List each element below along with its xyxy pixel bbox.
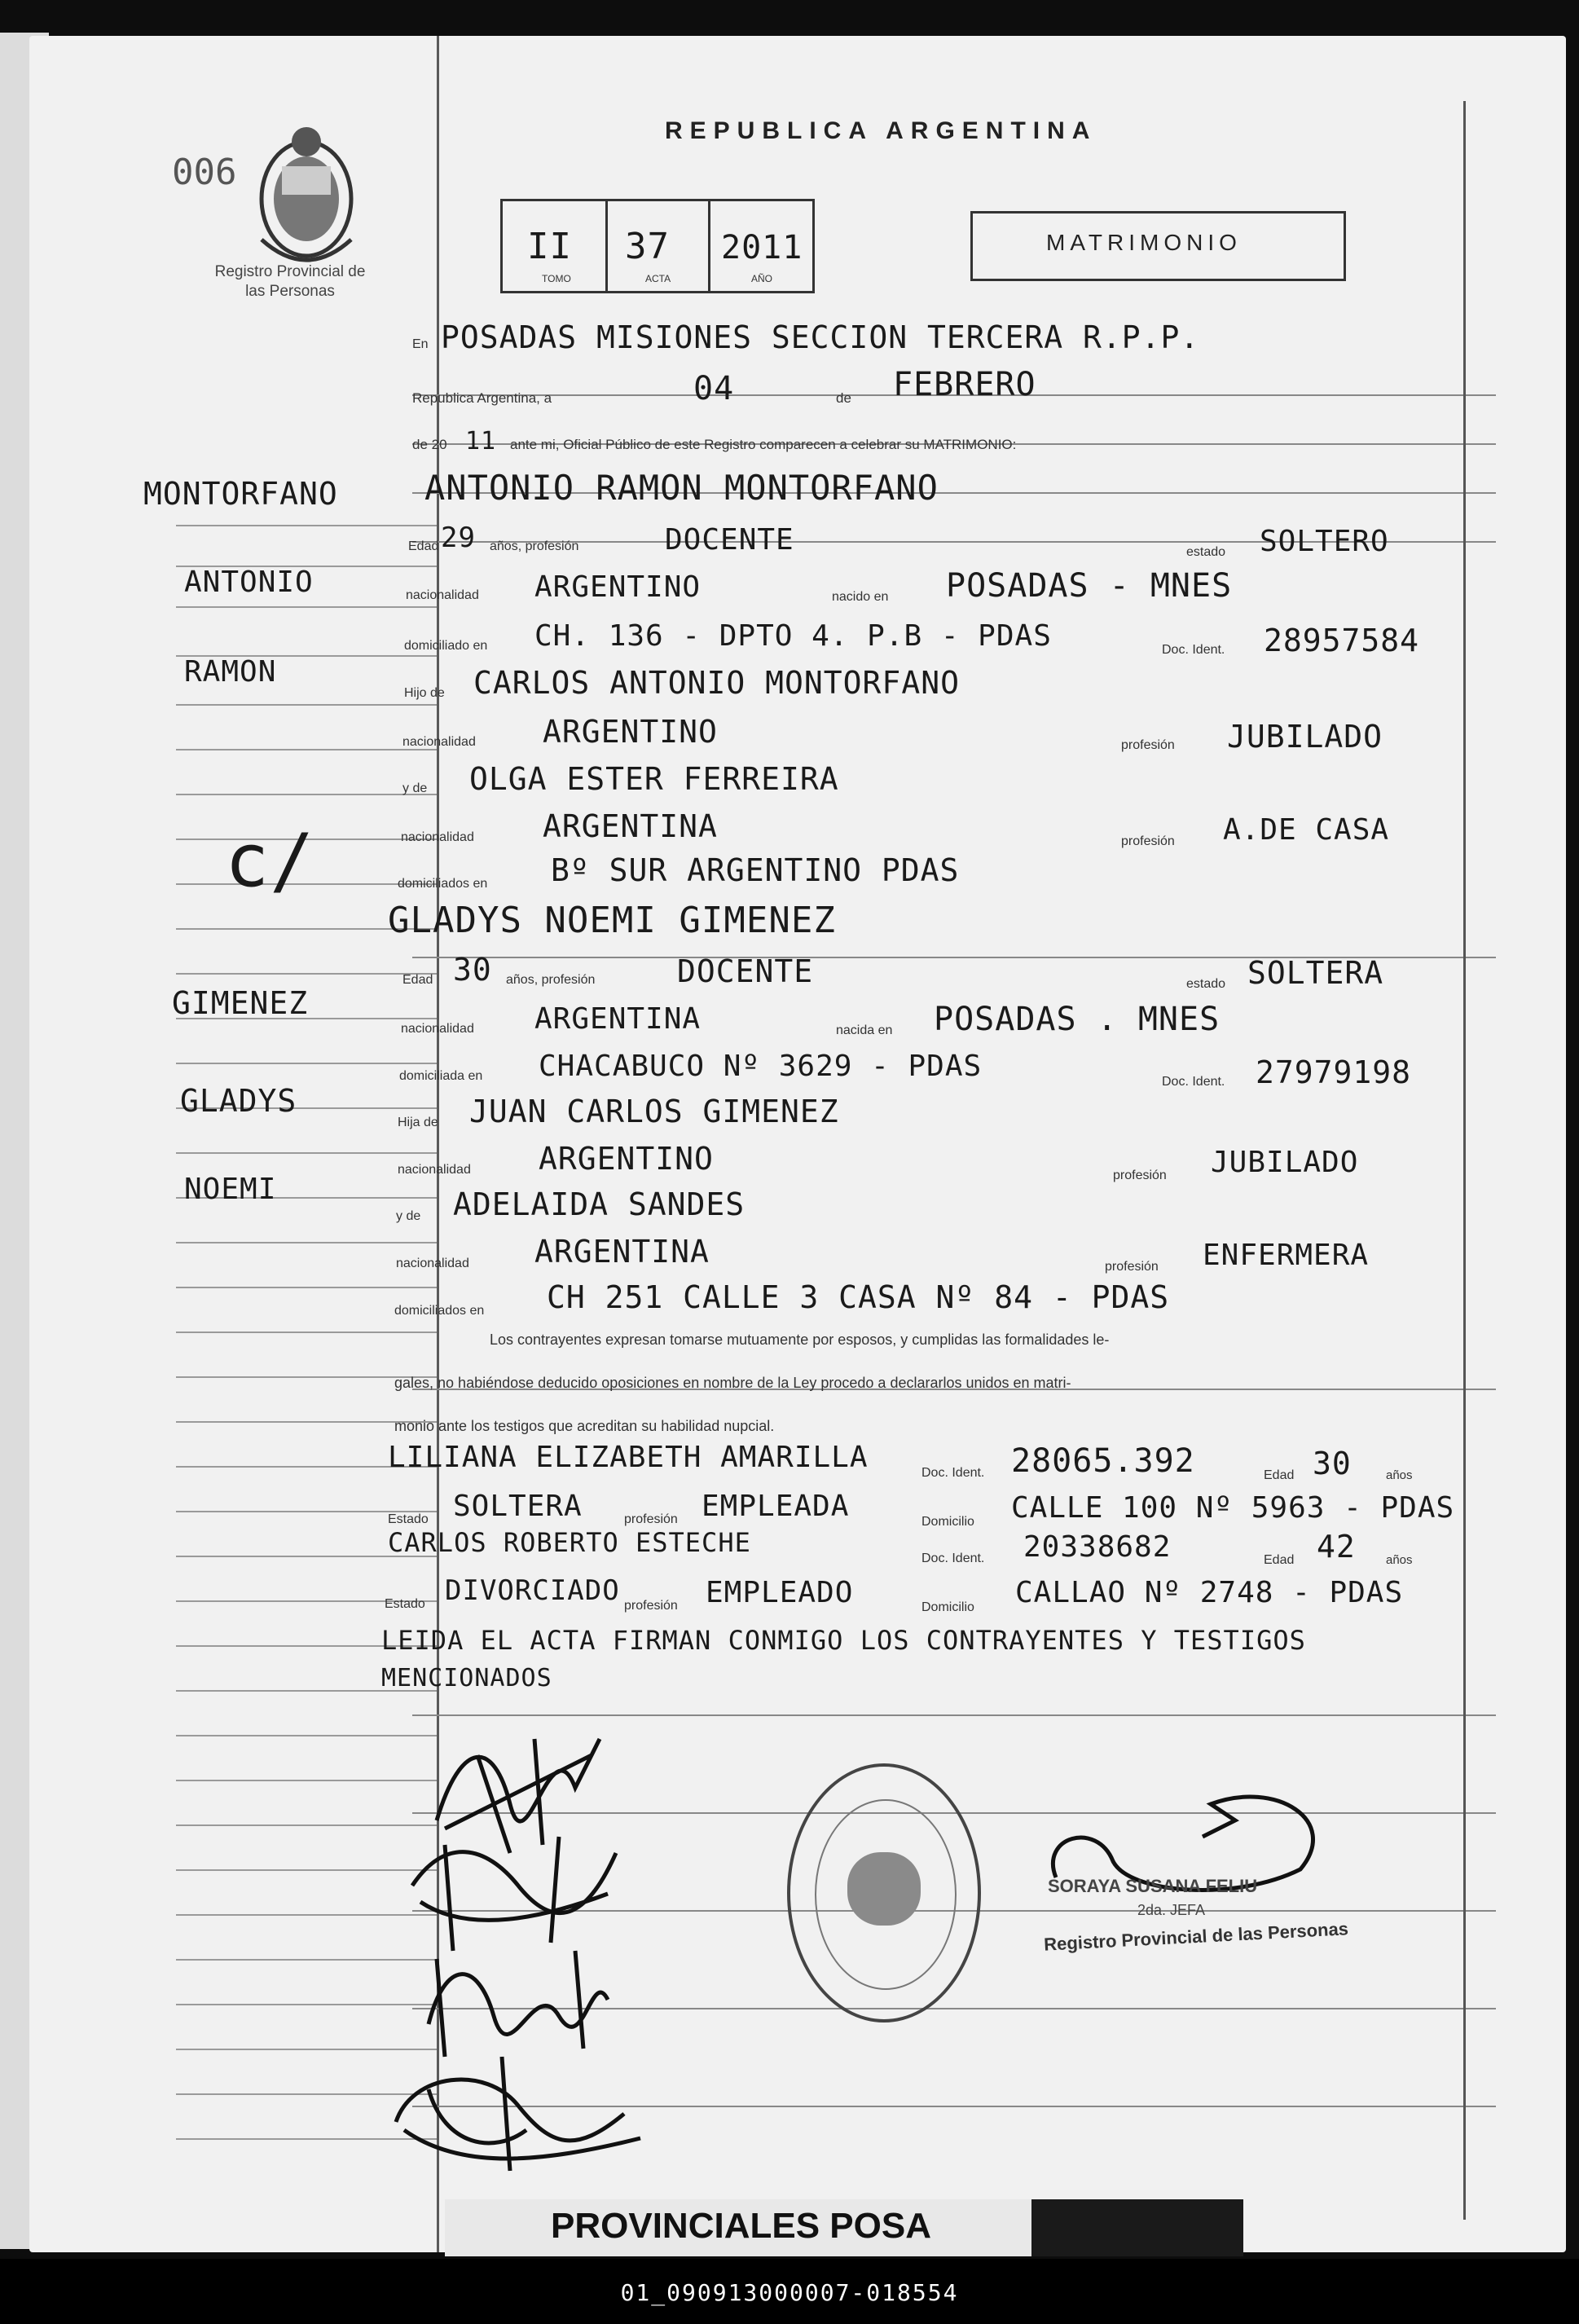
intro-statement: ante mi, Oficial Público de este Registro comparecen a celebrar su MATRIMONIO: — [510, 437, 1017, 452]
witness1-estado: SOLTERA — [453, 1490, 583, 1523]
bride-nacida: POSADAS . MNES — [934, 1001, 1221, 1038]
groom-dom-label: domiciliado en — [404, 639, 488, 653]
witness2-edad: 42 — [1317, 1529, 1356, 1565]
groom-padre-nac-label: nacionalidad — [402, 735, 476, 749]
anio-value: 2011 — [721, 229, 803, 266]
groom-padres-dom-label: domiciliados en — [398, 877, 488, 891]
margin-note-bride-firstname: GLADYS — [180, 1083, 297, 1119]
bride-nac-label: nacionalidad — [401, 1022, 474, 1036]
witness2-estado: DIVORCIADO — [445, 1574, 620, 1607]
witness1-domicilio: CALLE 100 Nº 5963 - PDAS — [1011, 1491, 1455, 1525]
bride-domicilio: CHACABUCO Nº 3629 - PDAS — [539, 1050, 983, 1083]
margin-column — [62, 36, 439, 2252]
groom-madre: OLGA ESTER FERREIRA — [469, 761, 839, 797]
groom-madre-prof-label: profesión — [1121, 834, 1175, 848]
groom-nacido: POSADAS - MNES — [946, 567, 1233, 605]
bride-yde-label: y de — [396, 1209, 421, 1223]
groom-edad-label: Edad — [408, 539, 439, 553]
bride-padre-nac-label: nacionalidad — [398, 1163, 471, 1177]
groom-nac-label: nacionalidad — [406, 588, 479, 602]
groom-anos-label: años, profesión — [490, 539, 579, 553]
groom-profesion: DOCENTE — [665, 523, 794, 557]
record-number-box — [500, 199, 815, 293]
bride-edad: 30 — [453, 952, 492, 988]
signature-witness-2 — [380, 2040, 657, 2187]
bride-madre-nac: ARGENTINA — [534, 1234, 710, 1270]
bride-padre-prof-label: profesión — [1113, 1169, 1167, 1182]
witness1-estado-label: Estado — [388, 1512, 429, 1526]
witness1-doc-label: Doc. Ident. — [921, 1466, 985, 1480]
bride-nacida-label: nacida en — [836, 1023, 893, 1037]
registry-name: Registro Provincial de las Personas — [214, 263, 366, 300]
groom-doc-label: Doc. Ident. — [1162, 643, 1225, 657]
closing-line-2: MENCIONADOS — [381, 1664, 552, 1692]
margin-note-surname: MONTORFANO — [143, 476, 338, 512]
margin-note-bride-middlename: NOEMI — [184, 1173, 277, 1206]
en-label: En — [412, 337, 429, 351]
groom-padre-nac: ARGENTINO — [543, 714, 718, 750]
bride-profesion: DOCENTE — [677, 953, 814, 989]
place: POSADAS MISIONES SECCION TERCERA R.P.P. — [441, 319, 1200, 355]
declaration-line-3: monio ante los testigos que acreditan su habilidad nupcial. — [394, 1418, 775, 1434]
country-title: REPUBLICA ARGENTINA — [665, 117, 1097, 144]
bride-madre: ADELAIDA SANDES — [453, 1186, 746, 1222]
bride-padre: JUAN CARLOS GIMENEZ — [469, 1094, 839, 1129]
margin-note-middlename: RAMON — [184, 655, 277, 689]
margin-note-firstname: ANTONIO — [184, 566, 314, 599]
bride-madre-prof: ENFERMERA — [1203, 1239, 1370, 1272]
margin-note-con: c/ — [225, 818, 315, 904]
acta-label: ACTA — [645, 273, 671, 284]
witness1-doc: 28065.392 — [1011, 1442, 1195, 1480]
witness1-edad-label: Edad — [1264, 1468, 1295, 1482]
bride-estado: SOLTERA — [1247, 955, 1384, 991]
groom-edad: 29 — [441, 522, 476, 554]
bride-doc-label: Doc. Ident. — [1162, 1075, 1225, 1089]
groom-name: ANTONIO RAMON MONTORFANO — [424, 468, 939, 508]
bride-padres-dom: CH 251 CALLE 3 CASA Nº 84 - PDAS — [547, 1279, 1170, 1315]
groom-domicilio: CH. 136 - DPTO 4. P.B - PDAS — [534, 619, 1052, 653]
witness2-edad-label: Edad — [1264, 1553, 1295, 1567]
bottom-strip-text: PROVINCIALES POSA — [551, 2206, 931, 2246]
official-name: SORAYA SUSANA FELIU — [1048, 1876, 1258, 1896]
groom-hijo-label: Hijo de — [404, 686, 445, 700]
anio-label: AÑO — [751, 273, 773, 284]
witness1-anos-label: años — [1386, 1468, 1413, 1482]
groom-madre-prof: A.DE CASA — [1223, 813, 1390, 847]
de-label: de — [836, 390, 851, 406]
witness1-prof-label: profesión — [624, 1512, 678, 1526]
bride-padre-nac: ARGENTINO — [539, 1141, 714, 1177]
witness2-estado-label: Estado — [385, 1597, 425, 1611]
footer-bar — [0, 2259, 1579, 2324]
footer-id: 01_090913000007-018554 — [620, 2279, 959, 2306]
record-type: MATRIMONIO — [1046, 230, 1242, 255]
tomo-label: TOMO — [542, 273, 571, 284]
witness1-edad: 30 — [1313, 1446, 1352, 1481]
official-office: Registro Provincial de las Personas — [1043, 1918, 1349, 1955]
margin-note-bride-surname: GIMENEZ — [172, 985, 309, 1021]
tomo-value: II — [527, 226, 572, 267]
closing-line-1: LEIDA EL ACTA FIRMAN CONMIGO LOS CONTRAYENTES Y TESTIGOS — [381, 1625, 1306, 1656]
groom-doc: 28957584 — [1264, 623, 1420, 658]
groom-padres-dom: Bº SUR ARGENTINO PDAS — [551, 852, 960, 888]
month: FEBRERO — [893, 366, 1036, 403]
bride-madre-nac-label: nacionalidad — [396, 1257, 469, 1270]
groom-madre-nac-label: nacionalidad — [401, 830, 474, 844]
witness2-name: CARLOS ROBERTO ESTECHE — [388, 1527, 751, 1558]
declaration-line-2: gales, no habiéndose deducido oposiciones en nombre de la Ley procedo a declararlos unidos en matri- — [394, 1375, 1071, 1391]
year-suffix: 11 — [465, 427, 497, 456]
witness2-anos-label: años — [1386, 1553, 1413, 1567]
bride-madre-prof-label: profesión — [1105, 1260, 1159, 1274]
republica-label: Republica Argentina, a — [412, 390, 552, 406]
bride-name: GLADYS NOEMI GIMENEZ — [388, 900, 836, 941]
groom-estado: SOLTERO — [1260, 525, 1389, 558]
bride-estado-label: estado — [1186, 977, 1226, 991]
witness2-doc: 20338682 — [1023, 1530, 1172, 1564]
groom-padre-prof-label: profesión — [1121, 738, 1175, 752]
bride-hija-label: Hija de — [398, 1116, 438, 1129]
witness2-dom-label: Domicilio — [921, 1600, 974, 1614]
witness1-dom-label: Domicilio — [921, 1515, 974, 1529]
witness2-domicilio: CALLAO Nº 2748 - PDAS — [1015, 1576, 1404, 1609]
declaration-line-1: Los contrayentes expresan tomarse mutuamente por esposos, y cumplidas las formalidades le- — [490, 1331, 1110, 1348]
bride-edad-label: Edad — [402, 973, 433, 987]
bride-dom-label: domiciliada en — [399, 1069, 483, 1083]
groom-nacido-label: nacido en — [832, 590, 889, 604]
record-type-box — [970, 211, 1346, 281]
groom-nacionalidad: ARGENTINO — [534, 570, 702, 604]
witness2-doc-label: Doc. Ident. — [921, 1552, 985, 1565]
acta-value: 37 — [625, 226, 670, 267]
official-title: 2da. JEFA — [1137, 1902, 1206, 1918]
page-number: 006 — [172, 152, 237, 193]
bride-anos-label: años, profesión — [506, 973, 596, 987]
bottom-strip — [445, 2199, 1243, 2256]
year-prefix: de 20 — [412, 437, 447, 452]
bride-padres-dom-label: domiciliados en — [394, 1304, 485, 1318]
groom-madre-nac: ARGENTINA — [543, 808, 718, 844]
witness2-profesion: EMPLEADO — [706, 1576, 854, 1609]
groom-yde-label: y de — [402, 781, 428, 795]
groom-padre: CARLOS ANTONIO MONTORFANO — [473, 665, 960, 701]
bride-nacionalidad: ARGENTINA — [534, 1002, 702, 1036]
signature-bride — [396, 1820, 640, 1959]
day: 04 — [693, 370, 735, 407]
bride-doc: 27979198 — [1256, 1054, 1412, 1090]
bride-padre-prof: JUBILADO — [1211, 1146, 1359, 1179]
witness1-name: LILIANA ELIZABETH AMARILLA — [388, 1441, 869, 1474]
groom-estado-label: estado — [1186, 545, 1226, 559]
witness1-profesion: EMPLEADA — [702, 1490, 850, 1523]
groom-padre-prof: JUBILADO — [1227, 719, 1383, 755]
witness2-prof-label: profesión — [624, 1599, 678, 1613]
official-seal — [787, 1763, 981, 2022]
document-page — [29, 36, 1566, 2252]
